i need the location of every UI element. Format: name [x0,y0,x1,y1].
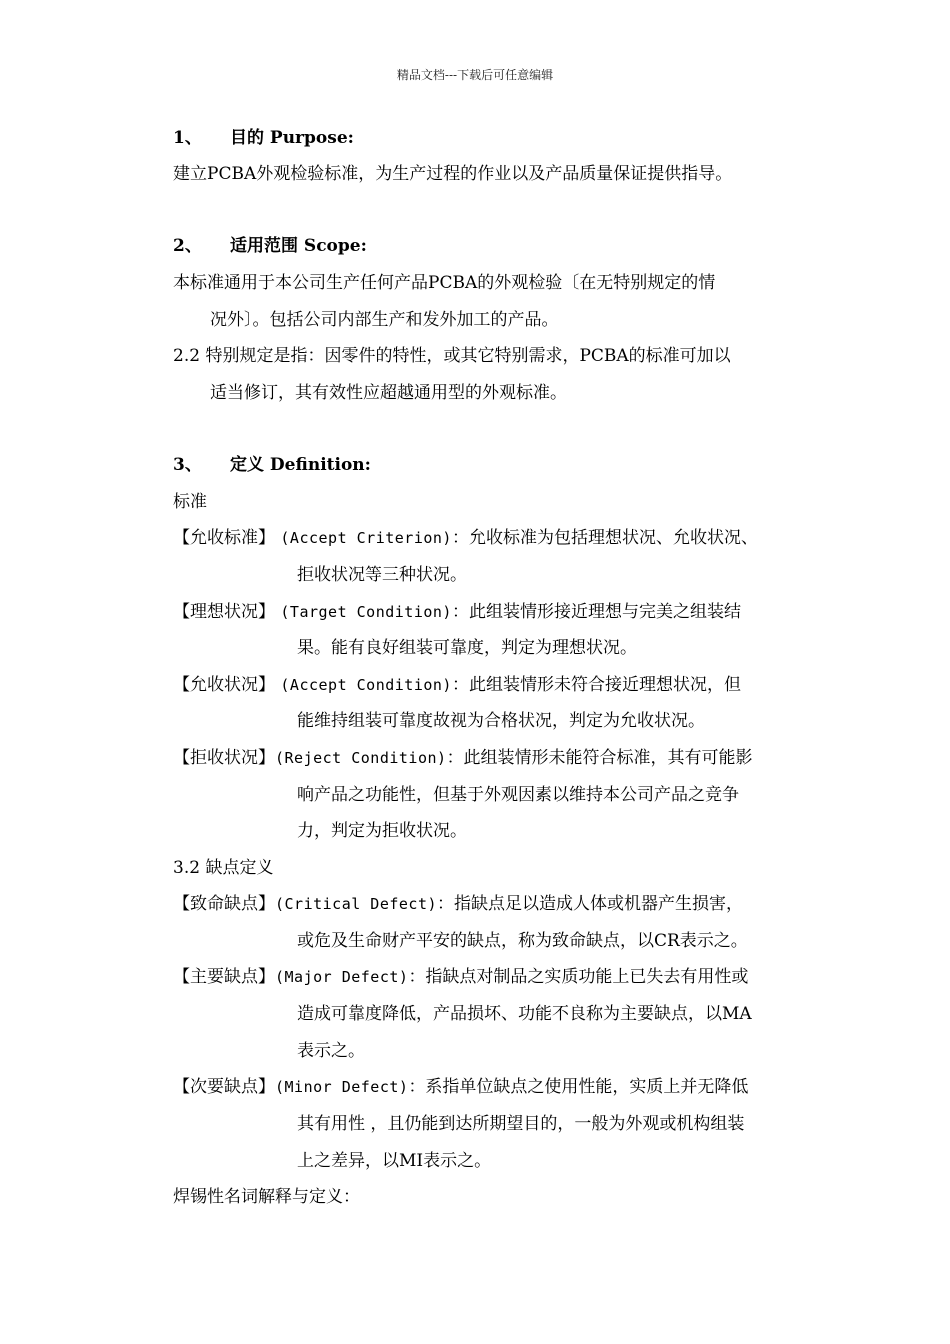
section-1-title: 目的 Purpose: [230,128,354,148]
definition-continuation: 响产品之功能性，但基于外观因素以维持本公司产品之竞争 [297,785,739,805]
definition-continuation: 上之差异，以MI表示之。 [297,1151,492,1171]
section-3-title: 定义 Definition: [230,455,371,475]
definition-text: ：指缺点对制品之实质功能上已失去有用性或 [408,967,749,987]
definition-text: ：系指单位缺点之使用性能，实质上并无降低 [408,1077,749,1097]
page-header: 精品文档---下载后可任意编辑 [396,68,554,82]
definition-continuation: 力，判定为拒收状况。 [297,821,467,841]
definition-term: 【理想状况】 [173,602,275,622]
section-3-sub-standard: 标准 [173,492,207,512]
section-2-para1-line2: 况外〕。包括公司内部生产和发外加工的产品。 [210,310,559,330]
definition-text: ：此组装情形接近理想与完美之组装结 [451,602,741,622]
definition-english: (Target Condition) [280,603,452,621]
definition-continuation: 或危及生命财产平安的缺点，称为致命缺点，以CR表示之。 [297,931,748,951]
definition-english: (Critical Defect) [275,895,438,913]
definition-term: 【允收标准】 [173,528,275,548]
definition-continuation: 拒收状况等三种状况。 [297,565,467,585]
definition-major-defect [173,965,748,989]
definition-text: ：此组装情形未能符合标准，其有可能影 [446,748,753,768]
section-1-number: 1、 [173,128,202,148]
definition-term: 【次要缺点】 [173,1077,275,1097]
section-1-heading [173,126,354,150]
definition-term: 【允收状况】 [173,675,275,695]
definition-continuation: 果。能有良好组装可靠度，判定为理想状况。 [297,638,637,658]
definition-term: 【拒收状况】 [173,748,275,768]
section-2-title: 适用范围 Scope: [230,236,367,256]
definition-accept-criterion [173,526,758,550]
section-2-para2-line1: 2.2 特别规定是指：因零件的特性，或其它特别需求，PCBA的标准可加以 [173,346,731,366]
definition-accept-condition [173,673,741,697]
definition-critical-defect [173,892,743,916]
section-3-sub-solderability: 焊锡性名词解释与定义： [173,1187,360,1207]
section-2-number: 2、 [173,236,202,256]
section-2-heading [173,234,367,258]
definition-english: (Minor Defect) [275,1078,409,1096]
definition-continuation: 其有用性 ，且仍能到达所期望目的，一般为外观或机构组装 [297,1114,745,1134]
section-2-para2-line2: 适当修订，其有效性应超越通用型的外观标准。 [210,383,567,403]
definition-continuation: 能维持组装可靠度故视为合格状况，判定为允收状况。 [297,711,705,731]
section-3-sub-defects: 3.2 缺点定义 [173,858,274,878]
definition-minor-defect [173,1075,748,1099]
section-3-number: 3、 [173,455,202,475]
definition-text: ：此组装情形未符合接近理想状况，但 [451,675,741,695]
definition-text: ：允收标准为包括理想状况、允收状况、 [451,528,758,548]
section-3-heading [173,453,371,477]
definition-continuation: 表示之。 [297,1041,365,1061]
definition-english: (Reject Condition) [275,749,447,767]
definition-english: (Accept Criterion) [280,529,452,547]
section-2-para1-line1: 本标准通用于本公司生产任何产品PCBA的外观检验〔在无特别规定的情 [173,273,716,293]
definition-term: 【致命缺点】 [173,894,275,914]
definition-term: 【主要缺点】 [173,967,275,987]
definition-reject-condition [173,746,753,770]
definition-english: (Major Defect) [275,968,409,986]
definition-text: ：指缺点足以造成人体或机器产生损害， [437,894,744,914]
definition-target-condition [173,600,741,624]
definition-english: (Accept Condition) [280,676,452,694]
definition-continuation: 造成可靠度降低，产品损坏、功能不良称为主要缺点，以MA [297,1004,752,1024]
section-1-body: 建立PCBA外观检验标准，为生产过程的作业以及产品质量保证提供指导。 [173,164,733,184]
